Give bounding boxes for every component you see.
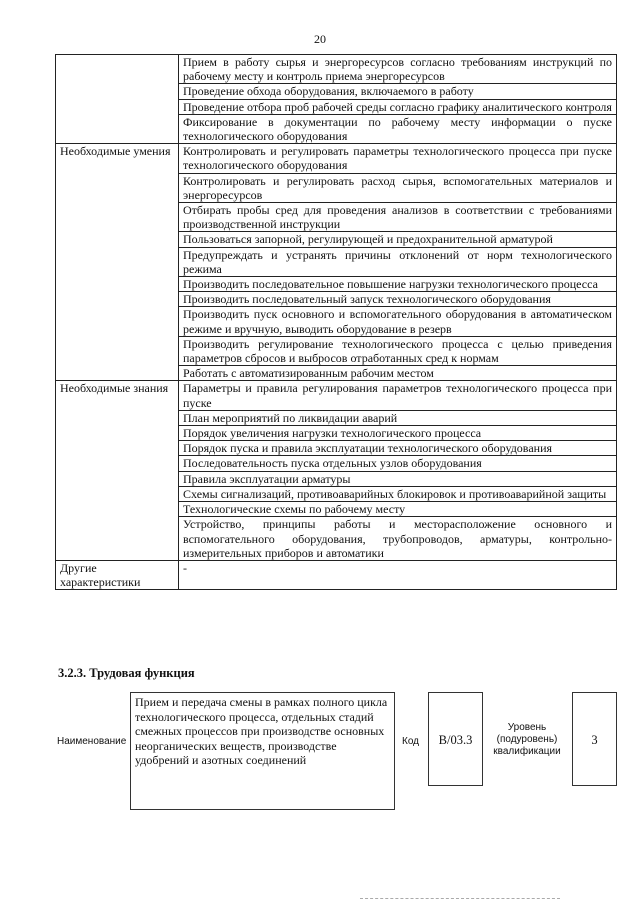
requirement-item: Контролировать и регулировать параметры технологического процесса при пуске технологического оборудования (179, 144, 617, 173)
requirements-table (55, 54, 617, 590)
requirement-item: План мероприятий по ликвидации аварий (179, 410, 617, 425)
group-label (56, 55, 179, 144)
requirement-item: Порядок пуска и правила эксплуатации технологического оборудования (179, 441, 617, 456)
function-name-text: Прием и передача смены в рамках полного цикла технологического процесса, отдельных стадий смежных процессов при производстве основных неорганических веществ, производстве удобрений и азотных соединений (135, 695, 388, 767)
requirement-item: Последовательность пуска отдельных узлов оборудования (179, 456, 617, 471)
requirement-item: Схемы сигнализаций, противоаварийных блокировок и противоаварийной защиты (179, 486, 617, 501)
requirement-item: Производить последовательный запуск технологического оборудования (179, 292, 617, 307)
function-name-box (130, 692, 395, 810)
requirement-item: Порядок увеличения нагрузки технологического процесса (179, 426, 617, 441)
table-row (56, 381, 617, 410)
scan-artifact-line (360, 898, 560, 899)
requirement-item: Пользоваться запорной, регулирующей и предохранительной арматурой (179, 232, 617, 247)
level-value: 3 (591, 733, 598, 747)
requirement-item: Проведение отбора проб рабочей среды согласно графику аналитического контроля (179, 99, 617, 114)
group-label: Необходимые умения (56, 144, 179, 381)
section-heading: 3.2.3. Трудовая функция (58, 666, 195, 680)
code-label: Код (402, 736, 420, 747)
requirement-item: Фиксирование в документации по рабочему месту информации о пуске технологического оборудования (179, 114, 617, 143)
code-box (428, 692, 483, 786)
requirement-item: Проведение обхода оборудования, включаемого в работу (179, 84, 617, 99)
table-row (56, 560, 617, 589)
name-label: Наименование (57, 736, 127, 747)
requirement-item: Предупреждать и устранять причины отклонений от норм технологического режима (179, 247, 617, 276)
requirement-item: Производить регулирование технологического процесса с целью приведения параметров сбросов и выбросов отработанных сред к нормам (179, 336, 617, 365)
group-label: Необходимые знания (56, 381, 179, 560)
requirement-item: Прием в работу сырья и энергоресурсов согласно требованиям инструкций по рабочему месту и контроль приема энергоресурсов (179, 55, 617, 84)
requirement-item: Устройство, принципы работы и месторасположение основного и вспомогательного оборудования, трубопроводов, арматуры, контрольно-измерительных приборов и автоматики (179, 517, 617, 561)
requirement-item: - (179, 560, 617, 589)
table-row (56, 55, 617, 84)
requirement-item: Правила эксплуатации арматуры (179, 471, 617, 486)
requirement-item: Контролировать и регулировать расход сырья, вспомогательных материалов и энергоресурсов (179, 173, 617, 202)
page-number: 20 (314, 32, 326, 46)
requirement-item: Технологические схемы по рабочему месту (179, 502, 617, 517)
requirement-item: Параметры и правила регулирования параметров технологического процесса при пуске (179, 381, 617, 410)
group-label: Другие характеристики (56, 560, 179, 589)
code-value: B/03.3 (438, 733, 473, 747)
level-box (572, 692, 617, 786)
level-label: Уровень (подуровень) квалификации (493, 722, 561, 757)
requirement-item: Отбирать пробы сред для проведения анализов в соответствии с требованиями производственной инструкции (179, 203, 617, 232)
requirement-item: Производить последовательное повышение нагрузки технологического процесса (179, 277, 617, 292)
table-row (56, 144, 617, 173)
requirement-item: Производить пуск основного и вспомогательного оборудования в автоматическом режиме и вручную, выводить оборудование в резерв (179, 307, 617, 336)
requirement-item: Работать с автоматизированным рабочим местом (179, 366, 617, 381)
